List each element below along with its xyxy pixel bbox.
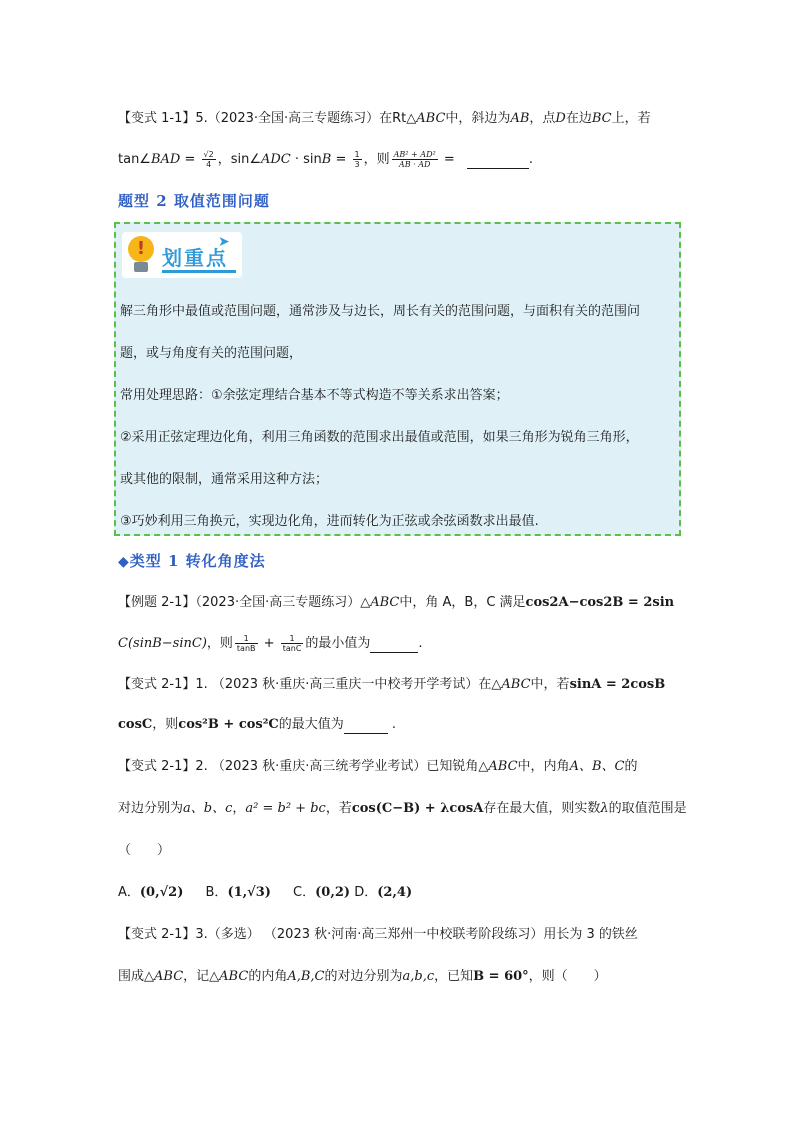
option-b: B．(1,√3) [205,885,271,900]
badge-label: 划重点 [162,246,228,270]
variant-2-1c-line1: 【变式 2-1】3.（多选） （2023 秋·河南·高三郑州一中校联考阶段练习）用长为 3 的铁丝 [118,927,638,942]
example-2-1-line2: C(sinB−sinC)，则 $\frac{1}{\tan B}$ + $\frac{1}{\tan C}$ 的最小值为 . [118,634,423,653]
key-point-p2: 常用处理思路：①余弦定理结合基本不等式构造不等关系求出答案； [120,388,509,403]
badge-underline [162,270,236,273]
fraction-1-over-3: $\frac{1}{3}$ [354,150,360,169]
key-point-p4: ③巧妙利用三角换元，实现边化角，进而转化为正弦或余弦函数求出最值. [120,514,539,529]
paper-plane-icon: ➤ [218,234,230,250]
option-a: A．(0,√2) [118,885,184,900]
key-point-p3a: ②采用正弦定理边化角，利用三角函数的范围求出最值或范围，如果三角形为锐角三角形， [120,430,639,445]
variant-2-1b-options [118,884,412,902]
fraction-1-over-tanC: $\frac{1}{\tan C}$ [282,634,302,653]
fraction-ab-ad: $\frac{\text{AB² + AD²}}{AB \cdot AD}$ [393,150,436,169]
fraction-sqrt2-over-4: $\frac{√2}{4}$ [203,150,214,169]
key-points-badge [122,232,242,278]
section-heading-type2: 题型 2 取值范围问题 [118,192,270,210]
answer-blank [467,154,529,169]
variant-2-1a-line2: cosC，则cos²B + cos²C的最大值为 . [118,717,397,732]
option-c: C．(0,2) [293,885,351,900]
variant-2-1c-line2: 围成△ABC，记△ABC的内角A,B,C的对边分别为a,b,c，已知B = 60°，则（ ） [118,969,607,984]
lightbulb-base [134,262,148,272]
answer-blank [370,638,418,653]
key-point-p1a: 解三角形中最值或范围问题，通常涉及与边长，周长有关的范围问题，与面积有关的范围问 [120,304,641,319]
fraction-1-over-tanB: $\frac{1}{\tan B}$ [236,634,256,653]
diamond-bullet-icon: ◆ [118,554,130,570]
variant-1-1-line1: 【变式 1-1】5.（2023·全国·高三专题练习）在Rt△ABC中，斜边为AB，点D在边BC上，若 [118,111,651,126]
variant-2-1b-line1: 【变式 2-1】2. （2023 秋·重庆·高三统考学业考试）已知锐角△ABC中，内角A、B、C的 [118,759,638,774]
variant-1-1-line2: tan∠BAD = $\frac{√2}{4}$ ，sin∠ADC · sinB = $\frac{1}{3}$ ，则 $\frac{\text{AB² + AD²}}{AB \cdot AD}$ = . [118,150,534,169]
key-point-p3b: 或其他的限制，通常采用这种方法； [120,472,329,487]
variant-2-1b-line2: 对边分别为a、b、c，a² = b² + bc，若cos(C−B) + λcosA存在最大值，则实数λ的取值范围是 [118,801,687,816]
variant-2-1b-paren: （ ） [118,843,171,858]
lightbulb-icon: ! [128,236,154,262]
option-d: D．(2,4) [354,885,413,900]
section-heading-type1: ◆类型 1 转化角度法 [118,552,266,570]
answer-blank [344,719,388,734]
key-point-p1b: 题，或与角度有关的范围问题， [120,346,303,361]
key-points-box [114,222,681,536]
example-2-1-line1: 【例题 2-1】（2023·全国·高三专题练习）△ABC中，角 A，B，C 满足cos2A−cos2B = 2sin [118,595,675,610]
variant-2-1a-line1: 【变式 2-1】1. （2023 秋·重庆·高三重庆一中校考开学考试）在△ABC中，若sinA = 2cosB [118,677,666,692]
